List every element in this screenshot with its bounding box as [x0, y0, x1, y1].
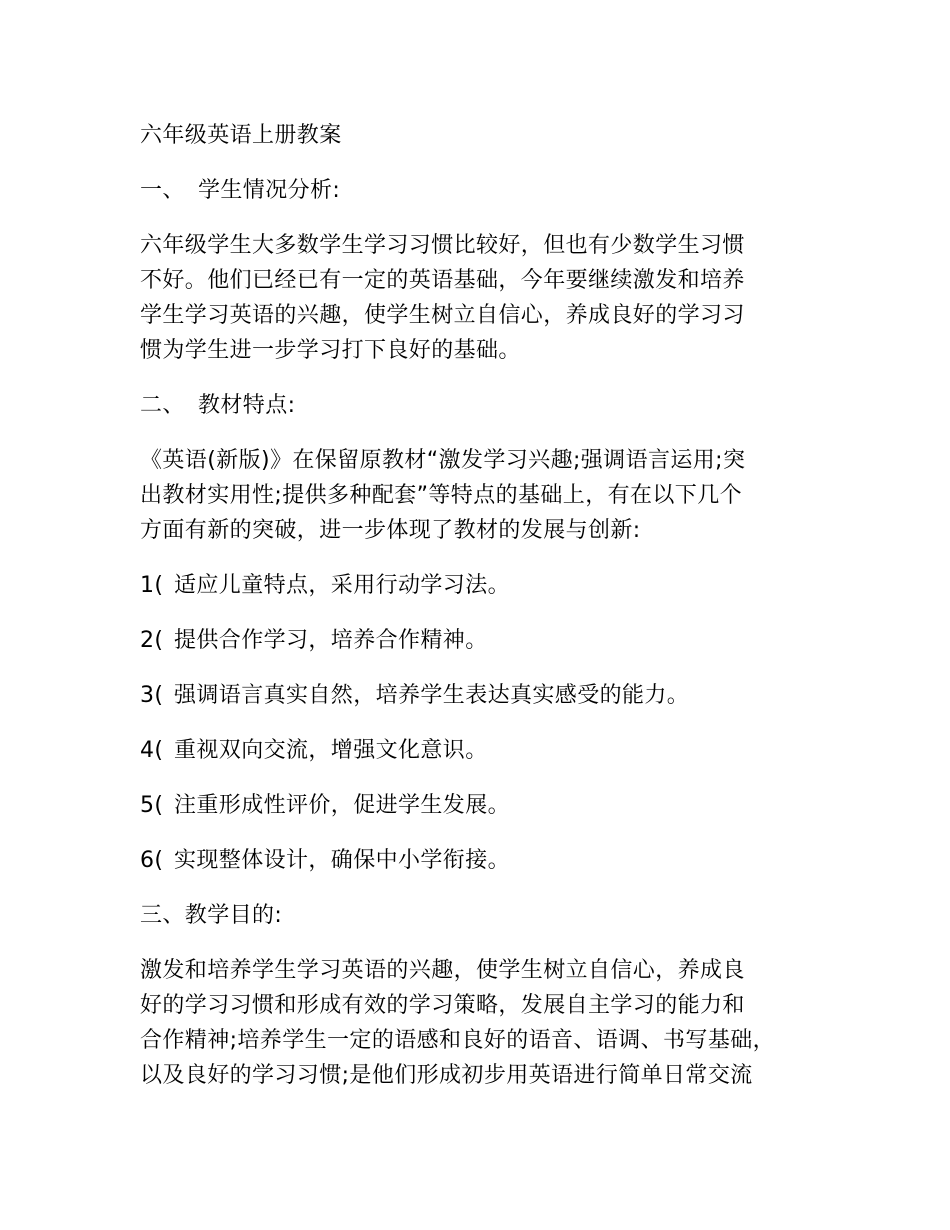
text-line: 出教材实用性;提供多种配套”等特点的基础上，有在以下几个 — [140, 483, 743, 508]
list-item-text: 注重形成性评价，促进学生发展。 — [174, 793, 511, 818]
list-item-index: 6( — [140, 848, 164, 873]
list-item-index: 1( — [140, 573, 164, 598]
list-item-text: 提供合作学习，培养合作精神。 — [174, 628, 488, 653]
section-1-heading — [140, 173, 840, 208]
text-line: 《英语(新版)》在保留原教材“激发学习兴趣;强调语言运用;突 — [140, 448, 746, 473]
section-2-paragraph — [140, 443, 840, 548]
section-2-number: 二、 — [140, 393, 185, 418]
list-item-6 — [140, 843, 840, 878]
text-line: 好的学习习惯和形成有效的学习策略，发展自主学习的能力和 — [140, 993, 745, 1018]
section-2-heading — [140, 388, 840, 423]
text-line: 学生学习英语的兴趣，使学生树立自信心，养成良好的学习习 — [140, 303, 745, 328]
section-3-heading: 三、教学目的: — [140, 903, 283, 928]
list-item-1 — [140, 568, 840, 603]
document-page — [140, 118, 840, 1113]
section-1-paragraph — [140, 228, 840, 368]
text-line: 方面有新的突破，进一步体现了教材的发展与创新: — [140, 518, 641, 543]
text-line: 不好。他们已经已有一定的英语基础，今年要继续激发和培养 — [140, 268, 745, 293]
list-item-3 — [140, 678, 840, 713]
text-line: 惯为学生进一步学习打下良好的基础。 — [140, 338, 521, 363]
document-title: 六年级英语上册教案 — [140, 123, 342, 148]
section-3-paragraph — [140, 953, 840, 1093]
list-item-5 — [140, 788, 840, 823]
section-1-number: 一、 — [140, 178, 185, 203]
text-line: 合作精神;培养学生一定的语感和良好的语音、语调、书写基础， — [140, 1028, 776, 1053]
list-item-2 — [140, 623, 840, 658]
list-item-text: 强调语言真实自然，培养学生表达真实感受的能力。 — [174, 683, 690, 708]
list-item-text: 重视双向交流，增强文化意识。 — [174, 738, 488, 763]
section-2-title: 教材特点: — [198, 393, 296, 418]
text-line: 激发和培养学生学习英语的兴趣，使学生树立自信心，养成良 — [140, 958, 745, 983]
list-item-index: 3( — [140, 683, 164, 708]
list-item-text: 实现整体设计，确保中小学衔接。 — [174, 848, 511, 873]
list-item-text: 适应儿童特点，采用行动学习法。 — [174, 573, 511, 598]
list-item-index: 2( — [140, 628, 164, 653]
list-item-4 — [140, 733, 840, 768]
text-line: 以及良好的学习习惯;是他们形成初步用英语进行简单日常交流 — [140, 1063, 753, 1088]
list-item-index: 4( — [140, 738, 164, 763]
section-1-title: 学生情况分析: — [198, 178, 341, 203]
text-line: 六年级学生大多数学生学习习惯比较好，但也有少数学生习惯 — [140, 233, 745, 258]
list-item-index: 5( — [140, 793, 164, 818]
